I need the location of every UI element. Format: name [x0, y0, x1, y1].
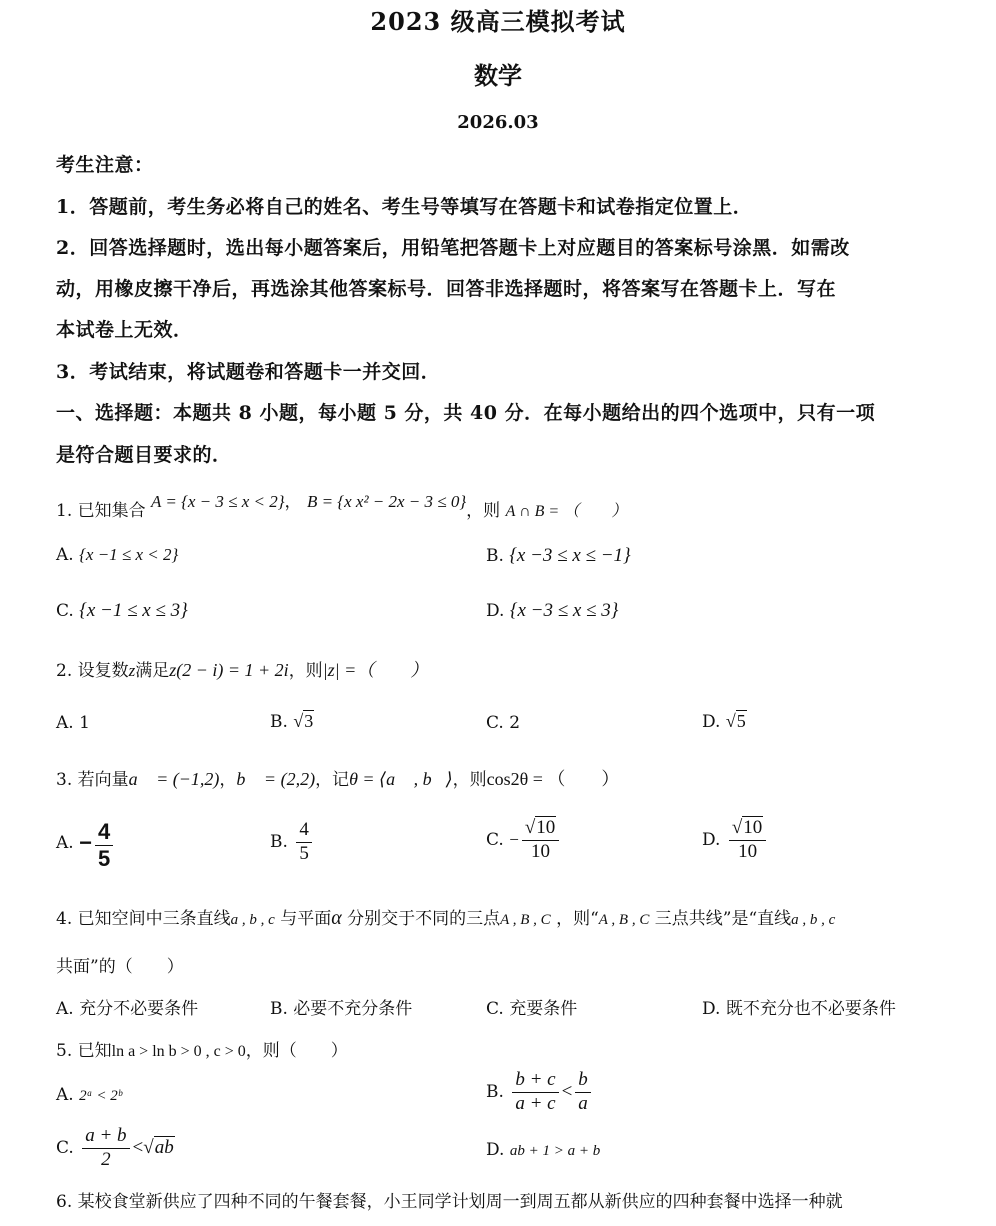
exam-title: 2023 级高三模拟考试: [370, 7, 626, 36]
subject-title: 数学: [474, 61, 522, 90]
question-4-option-a: A. 充分不必要条件: [56, 999, 199, 1019]
question-3-stem: 3. 若向量a⃗ = (−1,2)，b⃗ = (2,2)，记θ = ⟨a⃗ , b⃗⟩，则cos2θ = （ ）: [56, 769, 620, 790]
question-6-stem-line1: 6. 某校食堂新供应了四种不同的午餐套餐，小王同学计划周一到周五都从新供应的四种套餐中选择一种就: [56, 1192, 843, 1212]
notice-item-2-line1: 2．回答选择题时，选出每小题答案后，用铅笔把答题卡上对应题目的答案标号涂黑．如需改: [56, 237, 850, 259]
question-3-option-b: B. $\frac{4}{5}$: [270, 820, 315, 865]
question-5-option-d: D. ab + 1 > a + b: [486, 1140, 601, 1160]
question-4-option-d: D. 既不充分也不必要条件: [702, 999, 896, 1019]
notice-item-2-line3: 本试卷上无效．: [56, 319, 193, 341]
exam-date: 2026.03: [457, 112, 539, 133]
notice-item-2-line2: 动，用橡皮擦干净后，再选涂其他答案标号．回答非选择题时，将答案写在答题卡上．写在: [56, 278, 837, 300]
notice-item-3: 3．考试结束，将试题卷和答题卡一并交回．: [56, 361, 441, 383]
question-5-option-c: C. $\frac{a + b}{2}$ <√ab: [56, 1125, 174, 1170]
question-5-option-a: A. 2ᵃ < 2ᵇ: [56, 1085, 122, 1105]
question-1-option-c: C. {x −1 ≤ x ≤ 3}: [56, 600, 188, 621]
question-2-option-b: B. √3: [270, 711, 314, 732]
section-1-heading-line1: 一、选择题：本题共 8 小题，每小题 5 分，共 40 分．在每小题给出的四个选项中，只有一项: [56, 402, 876, 424]
section-1-heading-line2: 是符合题目要求的．: [56, 444, 232, 466]
question-2-option-a: A. 1: [56, 713, 90, 733]
question-4-option-b: B. 必要不充分条件: [270, 999, 413, 1019]
question-4-stem-line1: 4. 已知空间中三条直线a , b , c 与平面α 分别交于不同的三点A , B , C ，则“A , B , C 三点共线”是“直线a , b , c: [56, 907, 836, 929]
question-5-stem: 5. 已知ln a > ln b > 0 , c > 0，则（ ）: [56, 1041, 348, 1061]
question-1-option-b: B. {x −3 ≤ x ≤ −1}: [486, 545, 631, 566]
question-3-option-d: D. $\frac{√10}{10}$: [702, 818, 769, 863]
notice-heading: 考生注意：: [56, 154, 154, 176]
notice-item-1: 1．答题前，考生务必将自己的姓名、考生号等填写在答题卡和试卷指定位置上．: [56, 196, 753, 218]
question-1-option-a: A. {x −1 ≤ x < 2}: [56, 545, 179, 565]
question-5-option-b: B. $\frac{b + c}{a + c}$ < $\frac{b}{a}$: [486, 1070, 594, 1115]
question-1-stem: 1. 已知集合 A = {x − 3 ≤ x < 2}， B = {x x² − 2x − 3 ≤ 0}，则 A ∩ B = （ ）: [56, 492, 628, 521]
question-2-option-d: D. √5: [702, 711, 746, 732]
question-3-option-c: C. − $\frac{√10}{10}$: [486, 818, 562, 863]
question-4-option-c: C. 充要条件: [486, 999, 578, 1019]
question-4-stem-line2: 共面”的（ ）: [56, 957, 184, 977]
question-1-option-d: D. {x −3 ≤ x ≤ 3}: [486, 600, 619, 621]
question-2-option-c: C. 2: [486, 713, 521, 733]
question-3-option-a: A. − $\frac{4}{5}$: [56, 820, 116, 871]
question-2-stem: 2. 设复数z满足z(2 − i) = 1 + 2i，则|z| =（ ）: [56, 660, 429, 681]
